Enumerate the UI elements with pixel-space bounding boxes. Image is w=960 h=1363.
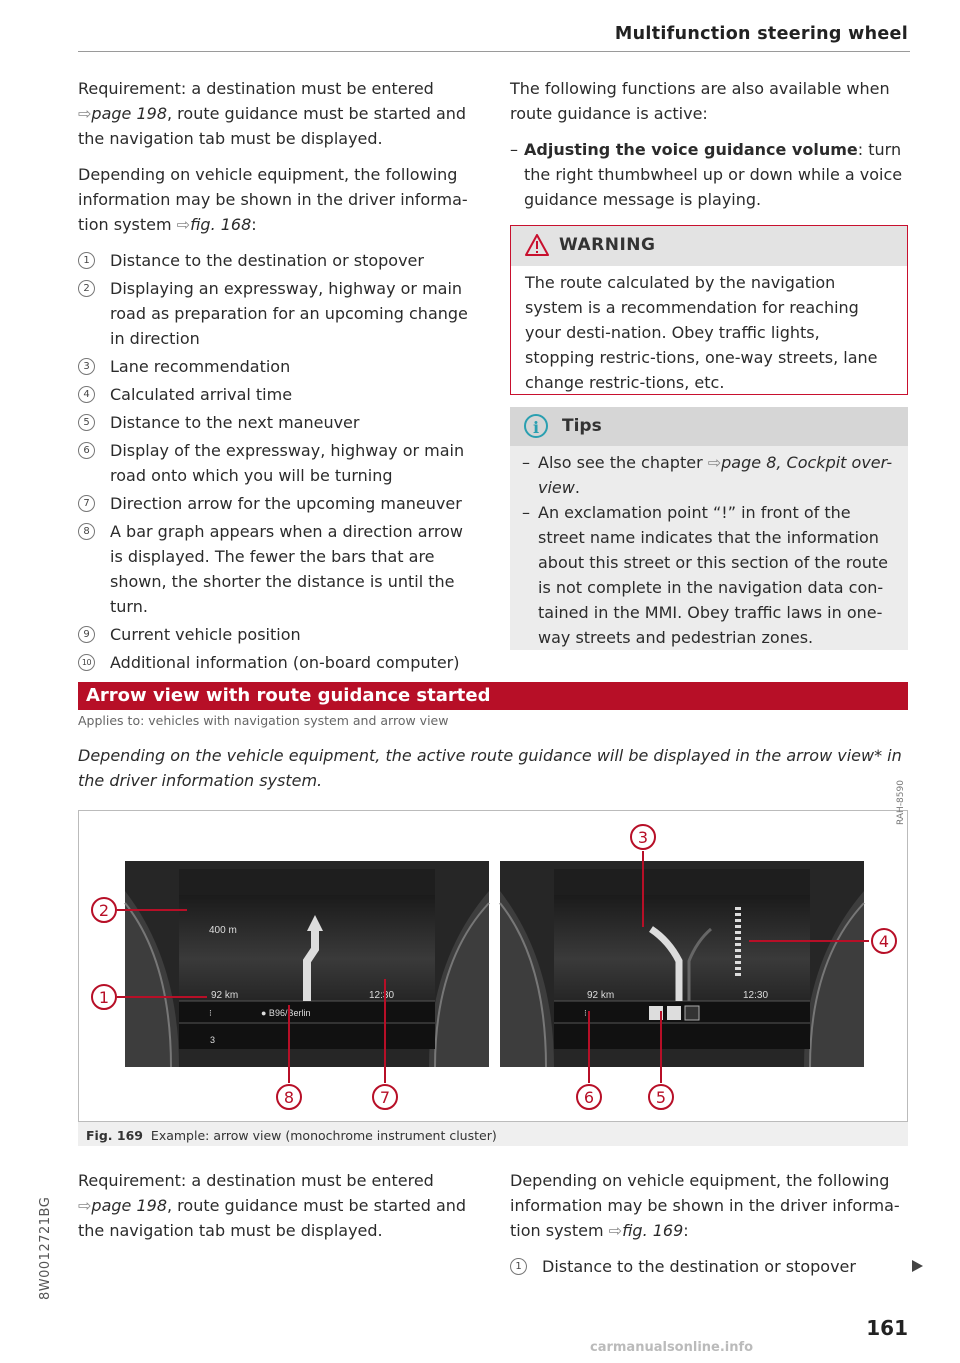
tips-list	[522, 450, 896, 650]
equipment-text: Depending on vehicle equipment, the following information may be shown in the driver informa-tion system	[78, 165, 468, 234]
warning-box	[510, 225, 908, 395]
legend-item	[78, 438, 478, 488]
callout-badge-2	[92, 898, 116, 922]
header-divider	[78, 51, 910, 52]
callout-badge-3	[631, 825, 655, 849]
section-intro: Depending on the vehicle equipment, the active route guidance will be displayed in the arrow view* in the driver information system.	[78, 746, 902, 790]
info-icon: i	[524, 414, 548, 438]
page-link[interactable]: page 198	[91, 104, 167, 123]
figure-link[interactable]: fig. 168	[190, 215, 252, 234]
callout-number: 5	[78, 414, 95, 431]
legend-text: Display of the expressway, highway or main road onto which you will be turning	[110, 441, 465, 485]
warning-header	[511, 226, 907, 266]
tips-text: Also see the chapter	[538, 453, 708, 472]
callout-badge-1	[92, 985, 116, 1009]
section-title: Arrow view with route guidance started	[86, 685, 491, 706]
bottom-right-column	[510, 1168, 908, 1282]
callout-number: 8	[78, 523, 95, 540]
warning-triangle-icon	[525, 234, 549, 256]
range-readout: 92 km	[211, 990, 239, 1001]
section-title-bar	[78, 682, 908, 710]
left-column	[78, 76, 478, 678]
figure-169	[78, 780, 908, 1146]
legend-list	[510, 1254, 908, 1279]
bullet-heading: Adjusting the voice guidance volume	[524, 140, 858, 159]
svg-text:⁝: ⁝	[209, 1008, 212, 1018]
legend-item	[78, 248, 478, 273]
requirement-text-end: , route guidance must be started and the navigation tab must be displayed.	[78, 104, 467, 148]
callout-badge-6	[577, 1085, 601, 1109]
legend-text: A bar graph appears when a direction arrow is displayed. The fewer the bars that are shown, the shorter the distance is until the turn.	[110, 522, 463, 616]
right-arrival-time-readout: 12:30	[743, 990, 769, 1001]
tips-item	[522, 450, 896, 500]
right-range-readout: 92 km	[587, 990, 615, 1001]
legend-text: Lane recommendation	[110, 357, 291, 376]
figure-frame	[78, 780, 908, 1122]
requirement-paragraph	[78, 1168, 478, 1243]
bullet-text: : turn the right thumbwheel up or down while a voice guidance message is playing.	[524, 140, 903, 209]
legend-item	[78, 519, 478, 619]
legend-list	[78, 248, 478, 675]
left-cluster-panel	[125, 861, 489, 1067]
requirement-text: Requirement: a destination must be entered	[78, 79, 434, 98]
bullet-dash: –	[522, 453, 530, 472]
caption-text: Example: arrow view (monochrome instrument cluster)	[150, 1128, 497, 1143]
equipment-paragraph	[78, 162, 478, 237]
legend-text: Additional information (on-board computer)	[110, 653, 460, 672]
xref-arrow-icon: ⇨	[78, 1196, 92, 1215]
svg-text:1: 1	[98, 988, 110, 1007]
right-column	[510, 76, 908, 212]
legend-text: Direction arrow for the upcoming maneuver	[110, 494, 462, 513]
requirement-text: Requirement: a destination must be entered	[78, 1171, 434, 1190]
callout-badge-7	[373, 1085, 397, 1109]
svg-text:8: 8	[283, 1088, 295, 1107]
legend-item	[78, 410, 478, 435]
right-cluster-panel	[500, 861, 864, 1067]
callout-number: 3	[78, 358, 95, 375]
bullet-voice-volume	[510, 137, 908, 212]
callout-number: 2	[78, 280, 95, 297]
callout-number: 10	[78, 654, 95, 671]
figure-caption	[86, 1128, 497, 1143]
callout-number: 1	[78, 252, 95, 269]
page-number: 161	[866, 1316, 908, 1340]
figure-code: RAH-8590	[896, 780, 906, 825]
legend-text: Distance to the destination or stopover	[110, 251, 424, 270]
bullet-dash: –	[510, 140, 518, 159]
caption-label: Fig. 169	[86, 1128, 143, 1143]
legend-item	[78, 276, 478, 351]
callout-number: 9	[78, 626, 95, 643]
svg-text:4: 4	[878, 932, 890, 951]
tips-header	[510, 407, 908, 446]
legend-text: Calculated arrival time	[110, 385, 293, 404]
svg-text:6: 6	[583, 1088, 595, 1107]
callout-badge-8	[277, 1085, 301, 1109]
svg-text:7: 7	[379, 1088, 391, 1107]
requirement-text-end: , route guidance must be started and the navigation tab must be displayed.	[78, 1196, 467, 1240]
svg-text:5: 5	[655, 1088, 667, 1107]
warning-title: WARNING	[559, 235, 656, 255]
callout-badge-5	[649, 1085, 673, 1109]
arrival-time-readout: 12:30	[369, 990, 395, 1001]
tips-text: An exclamation point “!” in front of the street name indicates that the information about this street or this section of the route is not complete in the navigation data con-tained in the MMI. Obey traffic laws in one-way streets and pedestrian zones.	[538, 503, 888, 647]
svg-text:⁝: ⁝	[584, 1008, 587, 1018]
page-link[interactable]: page 198	[91, 1196, 167, 1215]
equipment-text: Depending on vehicle equipment, the following information may be shown in the driver informa-tion system	[510, 1171, 900, 1240]
legend-item	[510, 1254, 908, 1279]
legend-item	[78, 622, 478, 647]
figure-link[interactable]: fig. 169	[622, 1221, 684, 1240]
equipment-paragraph	[510, 1168, 908, 1243]
legend-text: Distance to the next maneuver	[110, 413, 360, 432]
legend-text: Current vehicle position	[110, 625, 301, 644]
tips-body	[510, 446, 908, 650]
document-code: 8W0012721BG	[38, 1196, 53, 1300]
bottom-left-column	[78, 1168, 478, 1254]
bullet-dash: –	[522, 503, 530, 522]
road-name-readout: ● B96/Berlin	[261, 1008, 311, 1018]
equipment-text-end: :	[251, 215, 257, 234]
legend-item	[78, 650, 478, 675]
watermark-footer: carmanualsonline.info	[590, 1340, 754, 1355]
legend-item	[78, 382, 478, 407]
equipment-text-end: :	[683, 1221, 689, 1240]
callout-number: 1	[510, 1258, 527, 1275]
requirement-paragraph	[78, 76, 478, 151]
tips-item	[522, 500, 896, 650]
trip-value-readout: 3	[210, 1035, 216, 1045]
tips-box	[510, 407, 908, 650]
instrument-cluster-illustration	[79, 811, 909, 1123]
page-link[interactable]: page 8, Cockpit over-view	[538, 453, 893, 497]
legend-text: Displaying an expressway, highway or main road as preparation for an upcoming change in direction	[110, 279, 468, 348]
xref-arrow-icon: ⇨	[608, 1221, 623, 1240]
page-header-title: Multifunction steering wheel	[614, 24, 908, 44]
callout-number: 6	[78, 442, 95, 459]
warning-body: The route calculated by the navigation system is a recommendation for reaching your desti-nation. Obey traffic lights, stopping restric-tions, one-way streets, lane change restric-tions, etc.	[525, 273, 878, 392]
distance-readout: 400 m	[209, 925, 237, 936]
xref-arrow-icon: ⇨	[707, 453, 722, 472]
tips-text-end: .	[574, 478, 580, 497]
route-active-intro: The following functions are also available when route guidance is active:	[510, 79, 890, 123]
legend-item	[78, 354, 478, 379]
xref-arrow-icon: ⇨	[176, 215, 191, 234]
svg-text:2: 2	[98, 901, 110, 920]
continue-arrow-icon	[912, 1260, 923, 1272]
applies-to-note: Applies to: vehicles with navigation system and arrow view	[78, 713, 449, 728]
callout-number: 4	[78, 386, 95, 403]
xref-arrow-icon: ⇨	[78, 104, 92, 123]
callout-badge-4	[872, 929, 896, 953]
svg-text:3: 3	[637, 828, 649, 847]
tips-title: Tips	[562, 416, 602, 436]
legend-item	[78, 491, 478, 516]
callout-number: 7	[78, 495, 95, 512]
legend-text: Distance to the destination or stopover	[542, 1257, 856, 1276]
